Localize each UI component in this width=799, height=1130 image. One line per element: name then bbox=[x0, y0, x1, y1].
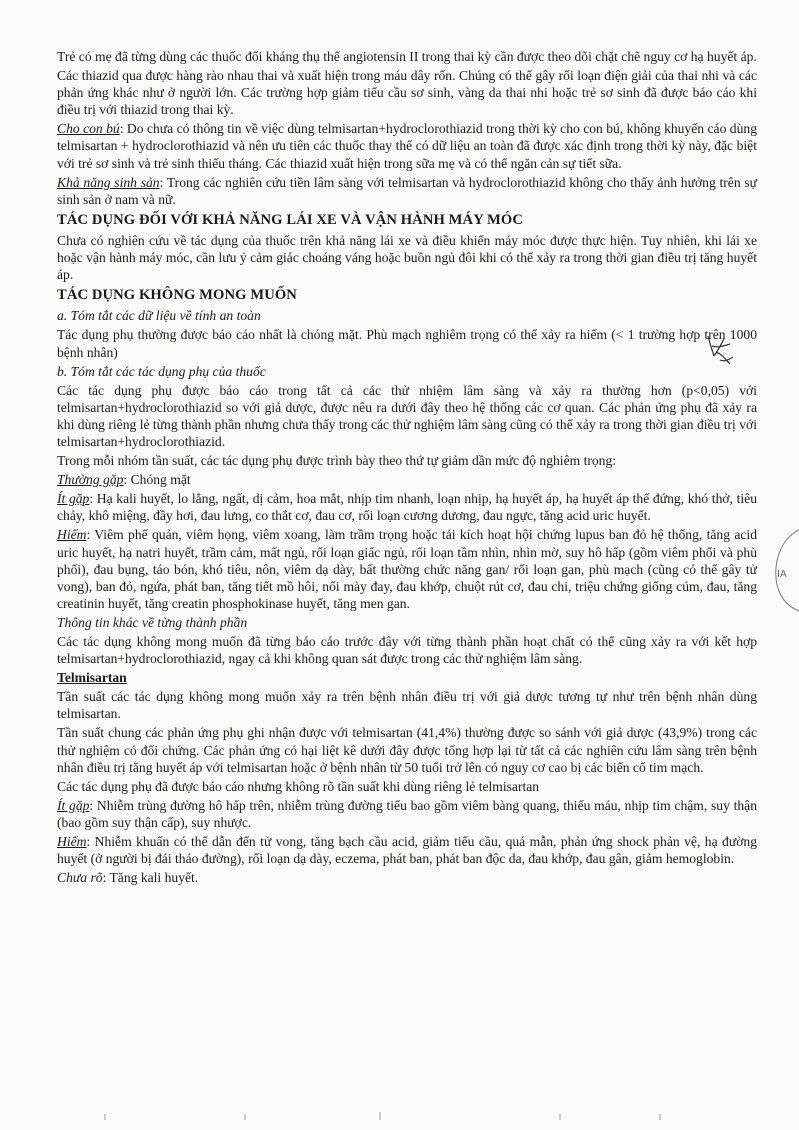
paragraph-driving: Chưa có nghiên cứu về tác dụng của thuốc trên khả năng lái xe và điều khiển máy móc được thực hiện. Tuy nhiên, khi lái xe hoặc vận hành máy móc, cần lưu ý cảm giác choáng váng hoặc buồn ngủ đôi khi có thể xảy ra trong thời gian điều trị tăng huyết áp. bbox=[57, 232, 757, 283]
heading-adverse-effects: TÁC DỤNG KHÔNG MONG MUỐN bbox=[57, 287, 297, 304]
stamp-text: IA bbox=[777, 569, 787, 580]
subheading-safety-summary: a. Tóm tắt các dữ liệu về tính an toàn bbox=[57, 308, 261, 324]
paragraph-newborn-hypotension: Trẻ có mẹ đã từng dùng các thuốc đối kháng thụ thể angiotensin II trong thai kỳ cần được theo dõi chặt chẽ nguy cơ hạ huyết áp. bbox=[57, 49, 757, 64]
paragraph-telmisartan-reported: Các tác dụng phụ đã được báo cáo nhưng không rõ tần suất khi dùng riêng lẻ telmisartan bbox=[57, 778, 540, 794]
paragraph-breastfeeding: Cho con bú: Do chưa có thông tin về việc dùng telmisartan+hydroclorothiazid trong thời kỳ cho con bú, không khuyến cáo dùng telmisartan + hydroclorothiazid và nên ưu tiên các thuốc thay thế có dữ liệu an toàn đã được xác định trong thời kỳ này, đặc biệt với trẻ sơ sinh và trẻ sinh thiếu tháng. Các thiazid xuất hiện trong sữa mẹ và có thể ngăn cản sự tiết sữa. bbox=[57, 121, 757, 171]
paragraph-telmisartan-frequency: Tần suất chung các phản ứng phụ ghi nhận được với telmisartan (41,4%) thường được so sánh với giả dược (43,9%) trong các thử nghiệm có đối chứng. Các phản ứng có hại liệt kê dưới đây được tổng hợp lại từ tất cả các nghiên cứu lâm sàng trên bệnh nhân điều trị tăng huyết áp với telmisartan hoặc ở bệnh nhân từ 50 tuổi trở lên có nguy cơ cao bị các biến cố tim mạch. bbox=[57, 725, 757, 775]
handwritten-initials-signature bbox=[700, 330, 738, 370]
heading-driving: TÁC DỤNG ĐỐI VỚI KHẢ NĂNG LÁI XE VÀ VẬN HÀNH MÁY MÓC bbox=[57, 211, 523, 228]
paragraph-telmisartan-unknown: Chưa rõ: Tăng kali huyết. bbox=[57, 870, 199, 886]
paragraph-telmisartan-rare: Hiếm: Nhiễm khuẩn có thể dẫn đến tử vong, tăng bạch cầu acid, giảm tiểu cầu, quá mẫn, phản ứng shock phản vệ, hạ đường huyết (ở người bị đái tháo đường), rối loạn dạ dày, eczema, phát ban, phát ban độc da, đau khớp, đau gân, giảm hemoglobin. bbox=[57, 834, 757, 867]
subheading-adverse-summary: b. Tóm tắt các tác dụng phụ của thuốc bbox=[57, 363, 266, 379]
telmisartan-rare-label: Hiếm bbox=[57, 834, 87, 850]
fertility-label: Khả năng sinh sản bbox=[57, 174, 160, 190]
heading-telmisartan: Telmisartan bbox=[57, 670, 127, 686]
bottom-scan-marks bbox=[0, 1106, 799, 1126]
document-page bbox=[57, 48, 757, 888]
common-label: Thường gặp bbox=[57, 472, 124, 488]
paragraph-fertility: Khả năng sinh sản: Trong các nghiên cứu tiền lâm sàng với telmisartan và hydroclorothiazid không cho thấy ảnh hưởng trên sự sinh sản ở nam và nữ. bbox=[57, 174, 758, 207]
paragraph-uncommon: Ít gặp: Hạ kali huyết, lo lắng, ngất, dị cảm, hoa mắt, nhịp tim nhanh, loạn nhịp, hạ huyết áp, hạ huyết áp thế đứng, khó thở, tiêu chảy, khô miệng, đầy hơi, đau lưng, co thắt cơ, đau cơ, rối loạn cương dương, đau ngực, tăng acid uric huyết. bbox=[57, 491, 757, 524]
paragraph-thiazide-placenta: Các thiazid qua được hàng rào nhau thai và xuất hiện trong máu dây rốn. Chúng có thể gây rối loạn điện giải của thai nhi và các phản ứng khác như ở người lớn. Các trường hợp giảm tiểu cầu sơ sinh, vàng da thai nhi hoặc trẻ sơ sinh đã được báo cáo khi điều trị với thiazid trong thai kỳ. bbox=[57, 68, 757, 118]
telmisartan-uncommon-label: Ít gặp bbox=[57, 797, 90, 813]
paragraph-rare: Hiếm: Viêm phế quản, viêm họng, viêm xoang, làm trầm trọng hoặc tái kích hoạt hội chứng lupus ban đỏ hệ thống, tăng acid uric huyết, hạ natri huyết, trầm cảm, mất ngủ, rối loạn giấc ngủ, rối loạn tầm nhìn, nhìn mờ, suy hô hấp (gồm viêm phổi và phù phổi), đau bụng, táo bón, khó tiêu, nôn, viêm dạ dày, bất thường chức năng gan/ rối loạn gan, phù mạch (cũng có thể gây tử vong), ban đỏ, ngứa, phát ban, tăng tiết mồ hôi, nổi mày đay, đau khớp, chuột rút cơ, đau chi, triệu chứng giống cúm, đau, tăng creatinin huyết, tăng creatin phosphokinase huyết, tăng men gan. bbox=[57, 527, 757, 611]
telmisartan-unknown-label: Chưa rõ bbox=[57, 870, 103, 886]
breastfeeding-label: Cho con bú bbox=[57, 121, 120, 137]
paragraph-adverse-summary: Các tác dụng phụ được báo cáo trong tất cả các thử nhiệm lâm sàng và xảy ra thường hơn (p<0,05) với telmisartan+hydroclorothiazid so với giả dược, được nêu ra dưới đây theo hệ thống các cơ quan. Các phản ứng phụ đã xảy ra khi dùng riêng lẻ từng thành phần nhưng chưa thấy trong các thử nghiệm lâm sàng cũng có thể xảy ra trong thời gian điều trị với telmisartan+hydroclorothiazid. bbox=[57, 382, 757, 449]
uncommon-label: Ít gặp bbox=[57, 491, 90, 507]
paragraph-safety-summary: Tác dụng phụ thường được báo cáo nhất là chóng mặt. Phù mạch nghiêm trọng có thể xảy ra hiếm (< 1 trường hợp trên 1000 bệnh nhân) bbox=[57, 327, 757, 360]
stamp-edge-fragment bbox=[769, 525, 799, 615]
paragraph-frequency-order: Trong mỗi nhóm tần suất, các tác dụng phụ được trình bày theo thứ tự giảm dần mức độ nghiêm trọng: bbox=[57, 453, 617, 469]
subheading-component-info: Thông tin khác về từng thành phần bbox=[57, 614, 248, 630]
paragraph-telmisartan-placebo: Tần suất các tác dụng không mong muốn xảy ra trên bệnh nhân điều trị với giả dược tương tự như trên bệnh nhân dùng telmisartan. bbox=[57, 689, 757, 722]
rare-label: Hiếm bbox=[57, 527, 87, 543]
paragraph-component-info: Các tác dụng không mong muốn đã từng báo cáo trước đây với từng thành phần hoạt chất có thể cũng xảy ra với kết hợp telmisartan+hydroclorothiazid, ngay cả khi không quan sát được trong các thử nghiệm lâm sàng. bbox=[57, 634, 757, 667]
paragraph-telmisartan-uncommon: Ít gặp: Nhiễm trùng đường hô hấp trên, nhiễm trùng đường tiểu bao gồm viêm bàng quang, thiếu máu, nhịp tim chậm, suy thận (bao gồm suy thận cấp), suy nhược. bbox=[57, 797, 757, 830]
paragraph-common: Thường gặp: Chóng mặt bbox=[57, 472, 191, 488]
